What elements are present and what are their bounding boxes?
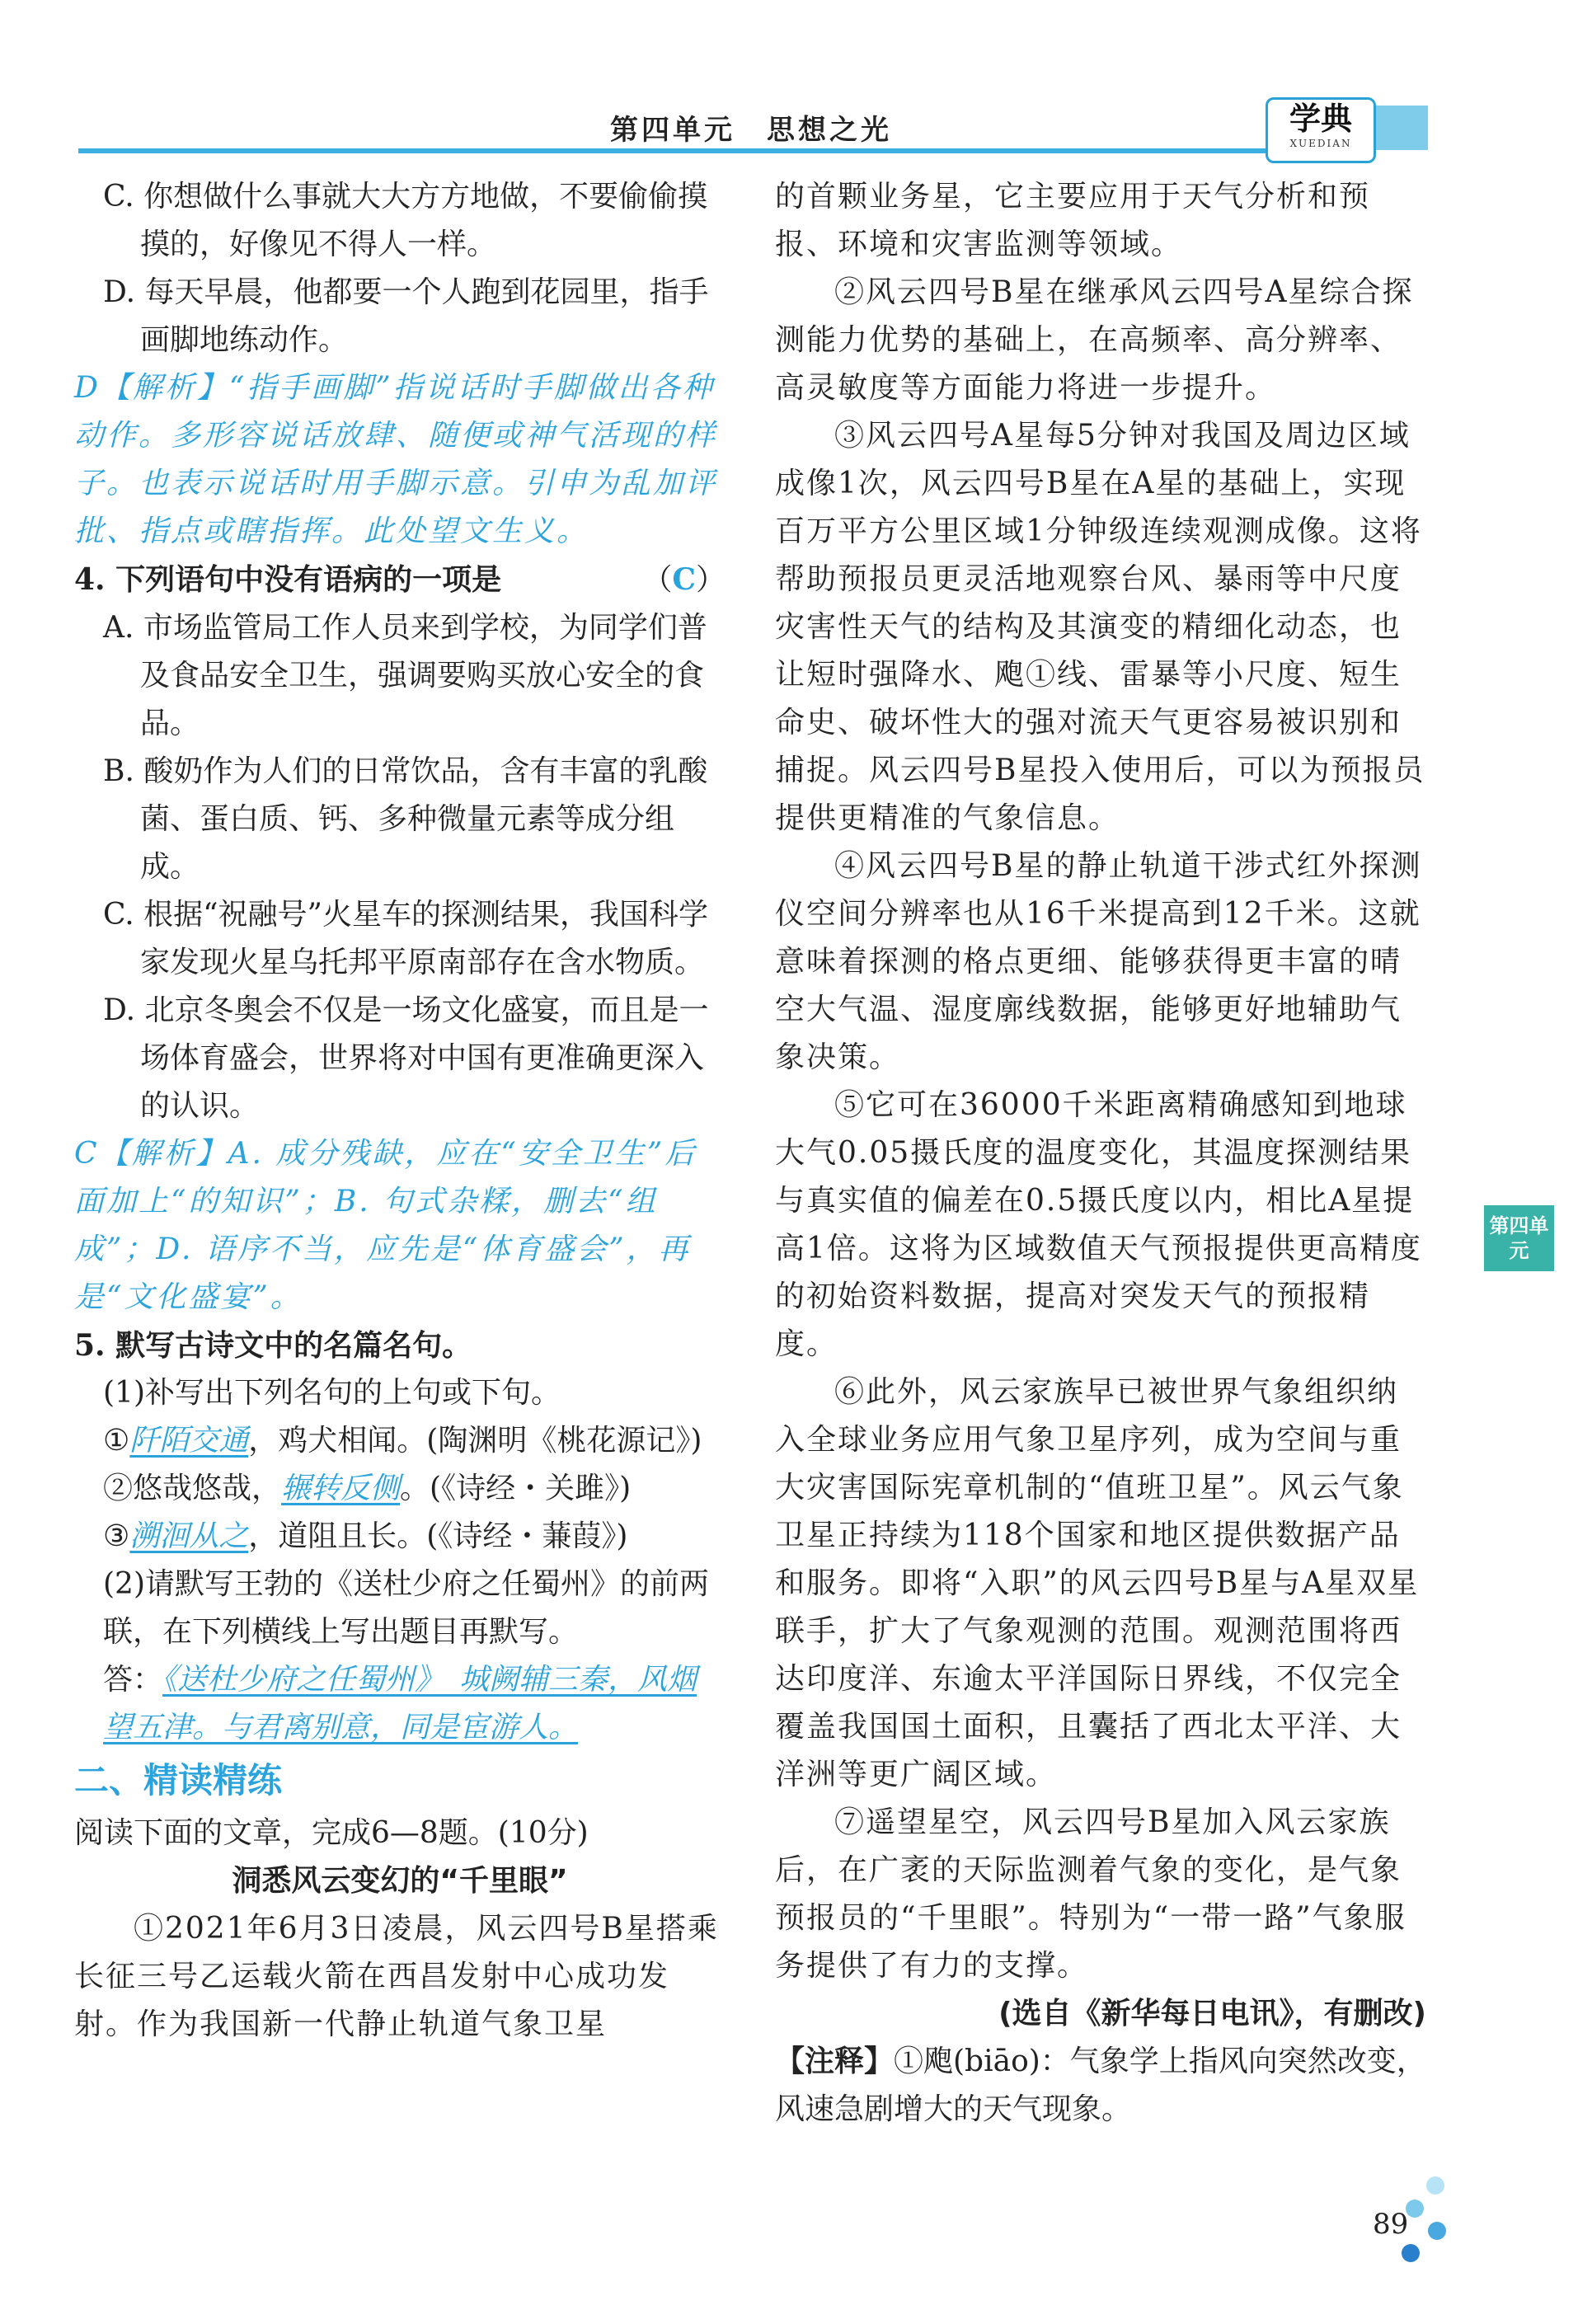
option-b: B. 酸奶作为人们的日常饮品，含有丰富的乳酸菌、蛋白质、钙、多种微量元素等成分组成。 xyxy=(103,754,708,884)
question-4 xyxy=(74,556,726,604)
line-2-answer: 辗转反侧 xyxy=(281,1472,401,1505)
footnote-label: 【注释】 xyxy=(775,2045,895,2078)
page-number: 89 xyxy=(1373,2208,1409,2241)
paragraph-1-cont: 的首颗业务星，它主要应用于天气分析和预报、环境和灾害监测等领域。 xyxy=(775,180,1371,261)
paragraph-6: ⑥此外，风云家族早已被世界气象组织纳入全球业务应用气象卫星序列，成为空间与重大灾害国际宪章机制的“值班卫星”。风云气象卫星正持续为118个国家和地区提供数据产品和服务。即将“入职”的风云四号B星与A星双星联手，扩大了气象观测的范围。观测范围将西达印度洋、东逾太平洋国际日界线，不仅完全覆盖我国国土面积，且囊括了西北太平洋、大洋洲等更广阔区域。 xyxy=(775,1375,1420,1791)
brand-logo xyxy=(1266,97,1376,163)
line-1-rest: ，鸡犬相闻。(陶渊明《桃花源记》) xyxy=(248,1424,702,1458)
line-3-num: ③ xyxy=(103,1519,130,1553)
unit-title: 第四单元 思想之光 xyxy=(610,114,892,147)
line-2-rest: 。(《诗经・关雎》) xyxy=(400,1472,632,1505)
question-4-text: 4. 下列语句中没有语病的一项是 xyxy=(74,562,502,597)
line-1 xyxy=(74,1417,726,1465)
question-5-part2: (2)请默写王勃的《送杜少府之任蜀州》的前两联，在下列横线上写出题目再默写。 xyxy=(103,1567,709,1649)
footnote-text: ①飑(biāo)：气象学上指风向突然改变，风速急剧增大的天气现象。 xyxy=(775,2045,1426,2126)
question-5-part1: (1)补写出下列名句的上句或下句。 xyxy=(103,1376,561,1410)
line-1-answer: 阡陌交通 xyxy=(129,1424,249,1458)
left-column xyxy=(74,173,726,2049)
answer-5-2 xyxy=(74,1656,726,1752)
answer-3: D【解析】“指手画脚”指说话时手脚做出各种动作。多形容说话放肆、随便或神气活现的样子。也表示说话时用手脚示意。引申为乱加评批、指点或瞎指挥。此处望文生义。 xyxy=(74,371,718,548)
answer-label: 答： xyxy=(103,1663,163,1697)
source-citation: (选自《新华每日电讯》，有删改) xyxy=(998,1997,1426,2031)
line-2-pre: ②悠哉悠哉， xyxy=(103,1472,282,1505)
paragraph-1: ①2021年6月3日凌晨，风云四号B星搭乘长征三号乙运载火箭在西昌发射中心成功发射。作为我国新一代静止轨道气象卫星 xyxy=(74,1912,719,2041)
paragraph-3: ③风云四号A星每5分钟对我国及周边区域成像1次，风云四号B星在A星的基础上，实现百万平方公里区域1分钟级连续观测成像。这将帮助预报员更灵活地观察台风、暴雨等中尺度灾害性天气的结构及其演变的精细化动态，也让短时强降水、飑①线、雷暴等小尺度、短生命史、破坏性大的强对流天气更容易被识别和捕捉。风云四号B星投入使用后，可以为预报员提供更精准的气象信息。 xyxy=(775,419,1425,835)
paren-open: （ xyxy=(642,563,673,597)
dot-decoration xyxy=(1426,2176,1444,2195)
page-header xyxy=(0,0,1592,165)
instruction: 阅读下面的文章，完成6—8题。(10分) xyxy=(74,1816,589,1850)
paragraph-4: ④风云四号B星的静止轨道干涉式红外探测仪空间分辨率也从16千米提高到12千米。这就意味着探测的格点更细、能够获得更丰富的晴空大气温、湿度廓线数据，能够更好地辅助气象决策。 xyxy=(775,849,1422,1074)
line-3 xyxy=(74,1513,726,1561)
paren-close: ） xyxy=(695,563,726,597)
line-1-num: ① xyxy=(103,1424,130,1458)
section-heading: 二、精读精练 xyxy=(74,1760,283,1801)
question-5: 5. 默写古诗文中的名篇名句。 xyxy=(74,1328,472,1363)
line-3-answer: 溯洄从之 xyxy=(129,1519,249,1553)
option-d-prev: D. 每天早晨，他都要一个人跑到花园里，指手画脚地练动作。 xyxy=(103,275,709,357)
logo-band xyxy=(1369,106,1428,150)
answer-5-2-text: 《送杜少府之任蜀州》 城阙辅三秦，风烟望五津。与君离别意，同是宦游人。 xyxy=(103,1663,697,1744)
answer-choice: C xyxy=(672,562,696,597)
dot-decoration xyxy=(1428,2222,1446,2240)
right-column xyxy=(775,173,1426,2134)
paragraph-7: ⑦遥望星空，风云四号B星加入风云家族后，在广袤的天际监测着气象的变化，是气象预报员的“千里眼”。特别为“一带一路”气象服务提供了有力的支撑。 xyxy=(775,1805,1407,1983)
dot-decoration xyxy=(1402,2244,1420,2262)
article-title: 洞悉风云变幻的“千里眼” xyxy=(232,1864,568,1898)
paragraph-2: ②风云四号B星在继承风云四号A星综合探测能力优势的基础上，在高频率、高分辨率、高灵敏度等方面能力将进一步提升。 xyxy=(775,275,1414,405)
option-a: A. 市场监管局工作人员来到学校，为同学们普及食品安全卫生，强调要购买放心安全的食品。 xyxy=(103,611,707,740)
unit-side-tab: 第四单元 xyxy=(1484,1205,1554,1271)
footnote xyxy=(775,2038,1426,2134)
paragraph-5: ⑤它可在36000千米距离精确感知到地球大气0.05摄氏度的温度变化，其温度探测结果与真实值的偏差在0.5摄氏度以内，相比A星提高1倍。这将为区域数值天气预报提供更高精度的初始资料数据，提高对突发天气的预报精度。 xyxy=(775,1088,1422,1361)
line-2 xyxy=(74,1465,726,1513)
dot-decoration xyxy=(1406,2200,1424,2218)
line-3-rest: ，道阻且长。(《诗经・蒹葭》) xyxy=(248,1519,628,1553)
answer-paren xyxy=(642,556,726,604)
header-rule xyxy=(78,148,1298,153)
logo-text: 学典 xyxy=(1289,100,1352,137)
answer-4: C【解析】A. 成分残缺，应在“安全卫生”后面加上“的知识”；B. 句式杂糅，删去“组成”；D. 语序不当，应先是“体育盛会”，再是“文化盛宴”。 xyxy=(74,1137,697,1314)
option-c: C. 根据“祝融号”火星车的探测结果，我国科学家发现火星乌托邦平原南部存在含水物质。 xyxy=(103,898,708,979)
option-c-prev: C. 你想做什么事就大大方方地做，不要偷偷摸摸的，好像见不得人一样。 xyxy=(103,180,708,261)
option-d: D. 北京冬奥会不仅是一场文化盛宴，而且是一场体育盛会，世界将对中国有更准确更深入的认识。 xyxy=(103,993,709,1123)
logo-subtext: XUEDIAN xyxy=(1289,138,1352,149)
